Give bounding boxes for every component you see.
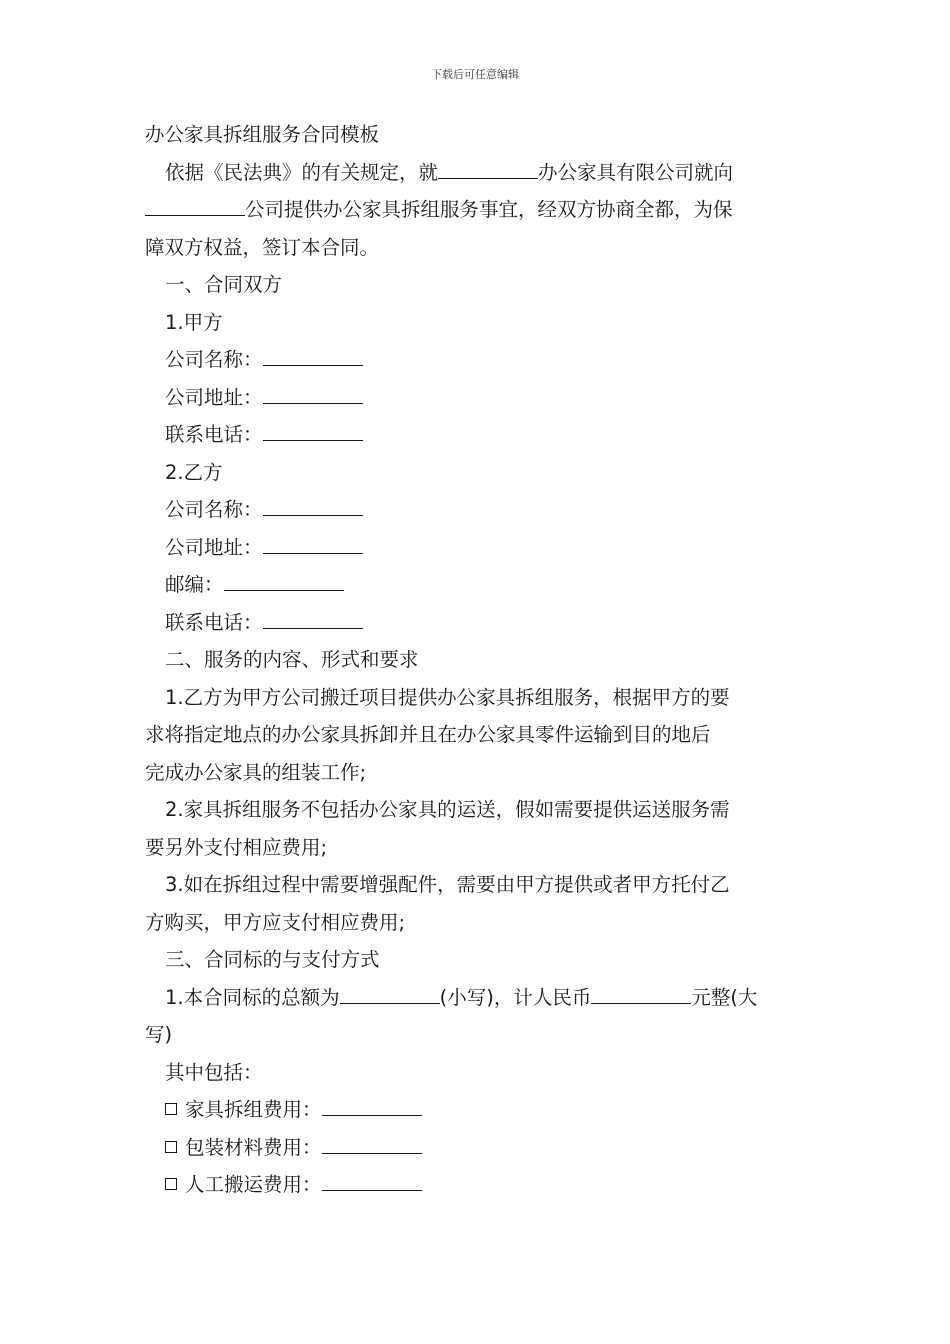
service-item-1-line-1: 1.乙方为甲方公司搬迁项目提供办公家具拆组服务，根据甲方的要	[165, 685, 730, 709]
field-label: 邮编：	[165, 573, 224, 596]
party-a-address	[145, 379, 810, 417]
field-label: 联系电话：	[165, 610, 263, 634]
party-b-label: 2.乙方	[165, 460, 223, 484]
blank-field[interactable]	[263, 379, 363, 404]
amount-line-2: 写)	[145, 1023, 173, 1046]
fee-item	[145, 1166, 810, 1204]
intro-text: 公司提供办公家具拆组服务事宜，经双方协商全都，为保	[245, 198, 733, 221]
party-a-phone	[145, 416, 810, 454]
service-item-1-line-3: 完成办公家具的组装工作;	[145, 760, 367, 784]
blank-field[interactable]	[340, 979, 440, 1004]
intro-line-3: 障双方权益，签订本合同。	[145, 235, 380, 259]
fee-label: 包装材料费用：	[185, 1135, 322, 1159]
intro-line-1	[145, 154, 810, 192]
contract-body	[145, 116, 810, 1204]
service-item-3-line-1: 3.如在拆组过程中需要增强配件，需要由甲方提供或者甲方托付乙	[165, 873, 730, 896]
intro-text: 依据《民法典》的有关规定，就	[165, 160, 439, 184]
service-item-3-line-2: 方购买，甲方应支付相应费用;	[145, 910, 406, 934]
checkbox-icon[interactable]	[165, 1178, 177, 1190]
blank-field[interactable]	[591, 979, 691, 1004]
blank-field[interactable]	[322, 1166, 422, 1191]
blank-field[interactable]	[263, 529, 363, 554]
amount-text: 元整(大	[691, 985, 758, 1009]
party-b-address	[145, 529, 810, 567]
blank-field[interactable]	[438, 154, 538, 179]
fee-item	[145, 1129, 810, 1167]
intro-line-2	[145, 191, 810, 229]
includes-label: 其中包括：	[165, 1060, 263, 1084]
section-heading-2: 二、服务的内容、形式和要求	[165, 648, 419, 671]
field-label: 公司名称：	[165, 498, 263, 521]
section-heading-1: 一、合同双方	[165, 273, 283, 296]
blank-field[interactable]	[224, 566, 344, 591]
fee-item	[145, 1091, 810, 1129]
blank-field[interactable]	[145, 191, 245, 216]
blank-field[interactable]	[322, 1129, 422, 1154]
fee-label: 人工搬运费用：	[185, 1173, 322, 1196]
doc-title: 办公家具拆组服务合同模板	[145, 123, 380, 146]
party-b-phone	[145, 604, 810, 642]
blank-field[interactable]	[263, 491, 363, 516]
page-header: 下载后可任意编辑	[431, 68, 519, 81]
party-a-name	[145, 341, 810, 379]
party-b-postcode	[145, 566, 810, 604]
field-label: 公司名称：	[165, 348, 263, 371]
intro-text: 办公家具有限公司就向	[538, 160, 734, 184]
fee-label: 家具拆组费用：	[185, 1098, 322, 1121]
section-heading-3: 三、合同标的与支付方式	[165, 948, 380, 971]
field-label: 公司地址：	[165, 385, 263, 409]
party-b-name	[145, 491, 810, 529]
blank-field[interactable]	[322, 1091, 422, 1116]
blank-field[interactable]	[263, 604, 363, 629]
amount-text: 1.本合同标的总额为	[165, 985, 340, 1009]
checkbox-icon[interactable]	[165, 1141, 177, 1153]
checkbox-icon[interactable]	[165, 1103, 177, 1115]
service-item-2-line-2: 要另外支付相应费用;	[145, 835, 328, 859]
blank-field[interactable]	[263, 416, 363, 441]
blank-field[interactable]	[263, 341, 363, 366]
amount-line	[145, 979, 810, 1017]
service-item-2-line-1: 2.家具拆组服务不包括办公家具的运送，假如需要提供运送服务需	[165, 798, 730, 821]
field-label: 公司地址：	[165, 535, 263, 559]
amount-text: (小写)，计人民币	[439, 985, 592, 1009]
service-item-1-line-2: 求将指定地点的办公家具拆卸并且在办公家具零件运输到目的地后	[145, 723, 711, 746]
field-label: 联系电话：	[165, 423, 263, 446]
party-a-label: 1.甲方	[165, 310, 223, 334]
